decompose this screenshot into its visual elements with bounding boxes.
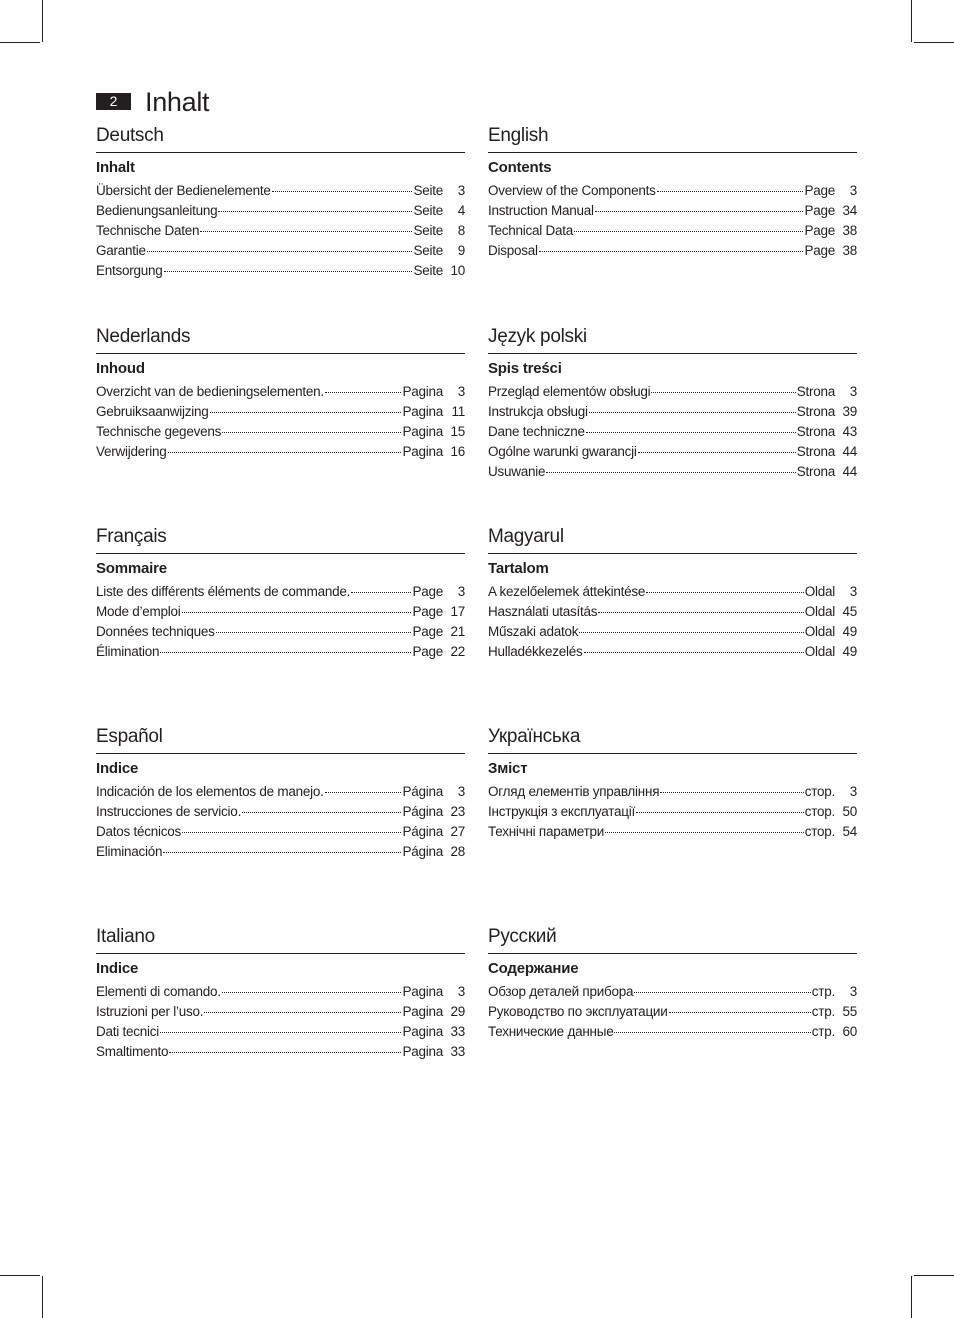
entry-title: Overzicht van de bedieningselementen. <box>96 384 324 399</box>
page-word: Pagina <box>402 1044 443 1059</box>
toc-entry[interactable] <box>96 1022 465 1042</box>
entry-title: Інструкція з експлуатації <box>488 804 635 819</box>
toc-entry[interactable] <box>488 602 857 622</box>
entry-page-number: 44 <box>842 444 857 459</box>
page-word: Oldal <box>804 604 835 619</box>
entry-page-number: 4 <box>457 203 465 218</box>
entry-title: Bedienungsanleitung <box>96 203 218 218</box>
entry-title: Технічні параметри <box>488 824 605 839</box>
entry-page-number: 3 <box>849 984 857 999</box>
toc-entry[interactable] <box>96 622 465 642</box>
dot-leader <box>272 191 413 192</box>
toc-entry[interactable] <box>96 842 465 862</box>
page-word: Page <box>412 584 443 599</box>
crop-mark <box>42 0 43 42</box>
entry-title: Használati utasítás <box>488 604 598 619</box>
entry-title: Technische gegevens <box>96 424 222 439</box>
section-heading: Tartalom <box>488 560 549 577</box>
entry-title: Données techniques <box>96 624 215 639</box>
page-word: Pagina <box>402 444 443 459</box>
entry-title: Ogólne warunki gwarancji <box>488 444 637 459</box>
page-word: Oldal <box>804 584 835 599</box>
dot-leader <box>660 792 803 793</box>
page-word: стр. <box>811 1024 835 1039</box>
entry-page-number: 34 <box>842 203 857 218</box>
entry-title: Usuwanie <box>488 464 546 479</box>
page-word: Página <box>402 844 443 859</box>
entry-title: Technische Daten <box>96 223 200 238</box>
page-word: Seite <box>413 223 443 238</box>
dot-leader <box>598 612 803 613</box>
page-word: Strona <box>796 424 835 439</box>
toc-entry[interactable] <box>96 181 465 201</box>
toc-entry[interactable] <box>96 201 465 221</box>
section-heading: Indice <box>96 960 139 977</box>
crop-mark <box>0 1275 40 1276</box>
dot-leader <box>351 592 411 593</box>
entry-page-number: 17 <box>450 604 465 619</box>
toc-section <box>96 325 465 462</box>
page-word: Page <box>804 243 835 258</box>
dot-leader <box>634 992 811 993</box>
section-heading: Inhalt <box>96 159 135 176</box>
page-word: Página <box>402 784 443 799</box>
toc-section <box>96 124 465 281</box>
entry-title: Технические данные <box>488 1024 614 1039</box>
toc-entry[interactable] <box>96 982 465 1002</box>
toc-entry[interactable] <box>96 221 465 241</box>
language-title: Italiano <box>96 925 465 954</box>
page-word: Seite <box>413 183 443 198</box>
dot-leader <box>200 231 412 232</box>
toc-entry[interactable] <box>488 782 857 802</box>
entry-page-number: 3 <box>457 584 465 599</box>
page-word: Pagina <box>402 984 443 999</box>
entry-title: Verwijdering <box>96 444 167 459</box>
dot-leader <box>160 1032 401 1033</box>
dot-leader <box>579 632 803 633</box>
dot-leader <box>160 652 411 653</box>
entry-page-number: 28 <box>450 844 465 859</box>
entry-page-number: 3 <box>849 384 857 399</box>
toc-entry[interactable] <box>96 582 465 602</box>
section-heading: Indice <box>96 760 139 777</box>
page-word: Page <box>412 644 443 659</box>
toc-entry[interactable] <box>96 642 465 662</box>
crop-mark <box>42 1276 43 1318</box>
page-word: Seite <box>413 203 443 218</box>
entry-page-number: 15 <box>450 424 465 439</box>
page-word: стор. <box>804 804 835 819</box>
dot-leader <box>242 812 401 813</box>
section-heading: Содержание <box>488 960 579 977</box>
page-word: стр. <box>811 984 835 999</box>
dot-leader <box>325 392 402 393</box>
entry-page-number: 43 <box>842 424 857 439</box>
toc-entry[interactable] <box>488 442 857 462</box>
crop-mark <box>914 1275 954 1276</box>
entry-page-number: 38 <box>842 243 857 258</box>
dot-leader <box>589 412 796 413</box>
toc-entry[interactable] <box>488 402 857 422</box>
page-word: Strona <box>796 404 835 419</box>
language-title: Nederlands <box>96 325 465 354</box>
toc-section <box>96 525 465 662</box>
entry-title: Eliminación <box>96 844 163 859</box>
entry-page-number: 54 <box>842 824 857 839</box>
page-word: стр. <box>811 1004 835 1019</box>
page-word: Page <box>804 223 835 238</box>
toc-entry[interactable] <box>96 822 465 842</box>
entry-title: Istruzioni per l’uso. <box>96 1004 204 1019</box>
dot-leader <box>182 832 401 833</box>
page-word: Pagina <box>402 1024 443 1039</box>
page-word: Seite <box>413 243 443 258</box>
dot-leader <box>574 231 803 232</box>
entry-page-number: 8 <box>457 223 465 238</box>
toc-entry[interactable] <box>488 221 857 241</box>
entry-page-number: 9 <box>457 243 465 258</box>
dot-leader <box>605 832 804 833</box>
section-heading: Spis treści <box>488 360 562 377</box>
section-heading: Inhoud <box>96 360 145 377</box>
dot-leader <box>218 211 412 212</box>
entry-page-number: 27 <box>450 824 465 839</box>
toc-entry[interactable] <box>488 1022 857 1042</box>
toc-entry[interactable] <box>488 422 857 442</box>
entry-page-number: 16 <box>450 444 465 459</box>
entry-title: Disposal <box>488 243 538 258</box>
entry-page-number: 23 <box>450 804 465 819</box>
dot-leader <box>669 1012 811 1013</box>
entry-title: Technical Data <box>488 223 574 238</box>
toc-section <box>488 925 857 1042</box>
entry-page-number: 10 <box>450 263 465 278</box>
dot-leader <box>614 1032 810 1033</box>
entry-page-number: 3 <box>457 784 465 799</box>
toc-entry[interactable] <box>488 802 857 822</box>
entry-page-number: 45 <box>842 604 857 619</box>
page-word: стор. <box>804 784 835 799</box>
language-title: Język polski <box>488 325 857 354</box>
dot-leader <box>168 452 402 453</box>
page-title: Inhalt <box>145 87 210 117</box>
entry-title: Огляд елементів управління <box>488 784 660 799</box>
entry-title: Instrukcja obsługi <box>488 404 588 419</box>
page-number: 2 <box>96 93 131 110</box>
page-word: Oldal <box>804 624 835 639</box>
toc-entry[interactable] <box>96 1002 465 1022</box>
toc-entry[interactable] <box>488 382 857 402</box>
crop-mark <box>911 0 912 42</box>
entry-page-number: 50 <box>842 804 857 819</box>
entry-title: Руководство по эксплуатации <box>488 1004 668 1019</box>
page-word: Strona <box>796 464 835 479</box>
entry-title: Übersicht der Bedienelemente <box>96 183 271 198</box>
entry-page-number: 21 <box>450 624 465 639</box>
page-word: Strona <box>796 444 835 459</box>
dot-leader <box>164 271 413 272</box>
dot-leader <box>216 632 412 633</box>
entry-page-number: 22 <box>450 644 465 659</box>
toc-section <box>488 525 857 662</box>
toc-entry[interactable] <box>488 582 857 602</box>
crop-mark <box>911 1276 912 1318</box>
language-title: Deutsch <box>96 124 465 153</box>
dot-leader <box>657 191 804 192</box>
entry-title: Hulladékkezelés <box>488 644 583 659</box>
page-word: Oldal <box>804 644 835 659</box>
dot-leader <box>163 852 401 853</box>
dot-leader <box>584 652 804 653</box>
language-title: Español <box>96 725 465 754</box>
entry-title: Indicación de los elementos de manejo. <box>96 784 324 799</box>
dot-leader <box>222 432 401 433</box>
entry-page-number: 49 <box>842 644 857 659</box>
language-title: Українська <box>488 725 857 754</box>
entry-page-number: 55 <box>842 1004 857 1019</box>
toc-entry[interactable] <box>488 1002 857 1022</box>
entry-title: Entsorgung <box>96 263 163 278</box>
dot-leader <box>636 812 804 813</box>
toc-entry[interactable] <box>96 802 465 822</box>
dot-leader <box>182 612 412 613</box>
section-heading: Contents <box>488 159 552 176</box>
entry-page-number: 29 <box>450 1004 465 1019</box>
language-title: Magyarul <box>488 525 857 554</box>
page-word: Seite <box>413 263 443 278</box>
entry-title: Elementi di comando. <box>96 984 221 999</box>
entry-title: Mode d’emploi <box>96 604 181 619</box>
dot-leader <box>595 211 804 212</box>
crop-mark <box>0 42 40 43</box>
entry-title: Liste des différents éléments de commande. <box>96 584 351 599</box>
section-heading: Sommaire <box>96 560 167 577</box>
toc-entry[interactable] <box>96 1042 465 1062</box>
toc-entry[interactable] <box>96 402 465 422</box>
entry-title: Instrucciones de servicio. <box>96 804 242 819</box>
entry-title: Instruction Manual <box>488 203 594 218</box>
entry-title: Smaltimento <box>96 1044 169 1059</box>
toc-entry[interactable] <box>96 782 465 802</box>
toc-entry[interactable] <box>488 642 857 662</box>
entry-title: Garantie <box>96 243 146 258</box>
page-word: стор. <box>804 824 835 839</box>
entry-page-number: 11 <box>451 404 465 419</box>
page-word: Pagina <box>402 424 443 439</box>
toc-section <box>96 925 465 1062</box>
toc-entry[interactable] <box>96 602 465 622</box>
entry-page-number: 3 <box>849 584 857 599</box>
toc-entry[interactable] <box>488 982 857 1002</box>
dot-leader <box>539 251 804 252</box>
toc-entry[interactable] <box>488 241 857 261</box>
entry-title: Dati tecnici <box>96 1024 160 1039</box>
page-word: Página <box>402 824 443 839</box>
dot-leader <box>147 251 413 252</box>
entry-page-number: 44 <box>842 464 857 479</box>
toc-entry[interactable] <box>96 382 465 402</box>
entry-title: Datos técnicos <box>96 824 182 839</box>
toc-section <box>488 124 857 261</box>
dot-leader <box>204 1012 401 1013</box>
page-word: Page <box>804 203 835 218</box>
toc-section <box>488 325 857 482</box>
toc-entry[interactable] <box>96 261 465 281</box>
page-word: Page <box>412 604 443 619</box>
entry-page-number: 60 <box>842 1024 857 1039</box>
toc-entry[interactable] <box>488 201 857 221</box>
entry-title: Dane techniczne <box>488 424 585 439</box>
entry-page-number: 3 <box>849 183 857 198</box>
entry-page-number: 3 <box>849 784 857 799</box>
language-title: Русский <box>488 925 857 954</box>
entry-page-number: 39 <box>842 404 857 419</box>
toc-section <box>96 725 465 862</box>
page-word: Page <box>412 624 443 639</box>
language-title: Français <box>96 525 465 554</box>
dot-leader <box>546 472 795 473</box>
entry-title: Przegląd elementów obsługi <box>488 384 651 399</box>
dot-leader <box>646 592 804 593</box>
dot-leader <box>210 412 402 413</box>
toc-entry[interactable] <box>96 241 465 261</box>
page-word: Pagina <box>402 404 443 419</box>
entry-page-number: 3 <box>457 984 465 999</box>
entry-page-number: 49 <box>842 624 857 639</box>
dot-leader <box>325 792 402 793</box>
page-word: Strona <box>796 384 835 399</box>
toc-entry[interactable] <box>488 181 857 201</box>
toc-section <box>488 725 857 842</box>
page-word: Page <box>804 183 835 198</box>
entry-page-number: 3 <box>457 384 465 399</box>
dot-leader <box>586 432 796 433</box>
entry-title: A kezelőelemek áttekintése <box>488 584 646 599</box>
page-word: Pagina <box>402 384 443 399</box>
entry-title: Élimination <box>96 644 160 659</box>
entry-page-number: 33 <box>450 1024 465 1039</box>
page-word: Pagina <box>402 1004 443 1019</box>
entry-page-number: 3 <box>457 183 465 198</box>
crop-mark <box>914 42 954 43</box>
toc-entry[interactable] <box>488 622 857 642</box>
dot-leader <box>169 1052 401 1053</box>
language-title: English <box>488 124 857 153</box>
dot-leader <box>638 452 796 453</box>
entry-title: Overview of the Components <box>488 183 656 198</box>
toc-entry[interactable] <box>96 422 465 442</box>
entry-title: Gebruiksaanwijzing <box>96 404 209 419</box>
entry-title: Műszaki adatok <box>488 624 579 639</box>
dot-leader <box>222 992 402 993</box>
entry-page-number: 38 <box>842 223 857 238</box>
page-word: Página <box>402 804 443 819</box>
toc-entry[interactable] <box>488 462 857 482</box>
toc-entry[interactable] <box>96 442 465 462</box>
toc-entry[interactable] <box>488 822 857 842</box>
entry-title: Обзор деталей прибора <box>488 984 634 999</box>
entry-page-number: 33 <box>450 1044 465 1059</box>
dot-leader <box>651 392 795 393</box>
section-heading: Зміст <box>488 760 528 777</box>
